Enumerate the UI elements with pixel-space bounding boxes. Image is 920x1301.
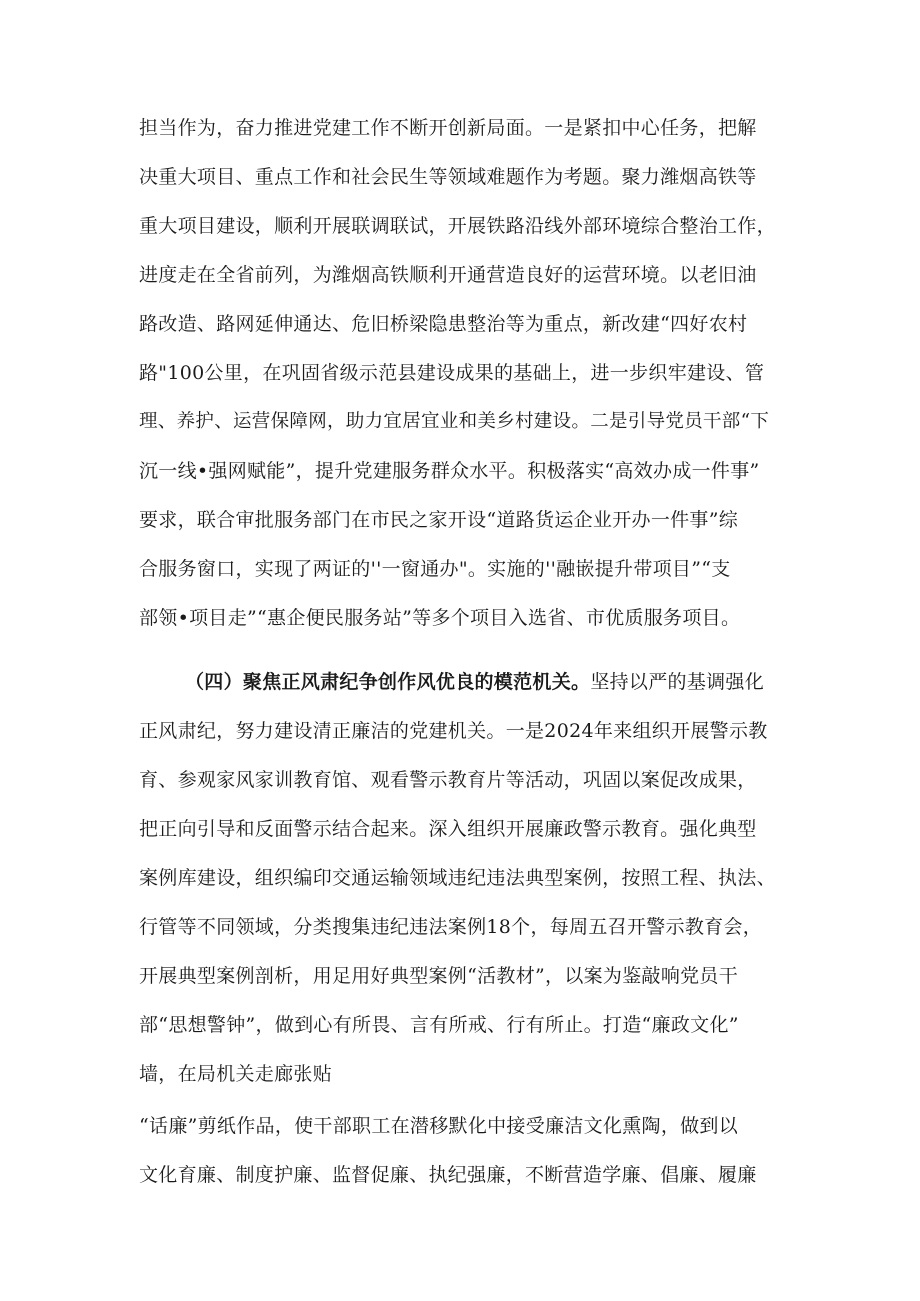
paragraph-line: 部“思想警钟”，做到心有所畏、言有所戒、行有所止。打造“廉政文化” [139, 1014, 739, 1036]
paragraph-line: 部领•项目走”“惠企便民服务站”等多个项目入选省、市优质服务项目。 [139, 607, 741, 629]
section-heading-line [185, 670, 764, 694]
paragraph-line: 案例库建设，组织编印交通运输领域违纪违法典型案例，按照工程、执法、 [139, 867, 776, 889]
paragraph-line: 合服务窗口，实现了两证的''一窗通办"。实施的''融嵌提升带项目”“支 [139, 558, 731, 580]
paragraph-line: 理、养护、运营保障网，助力宜居宜业和美乡村建设。二是引导党员干部“下 [139, 411, 770, 432]
paragraph-line: 开展典型案例剖析，用足用好典型案例“活教材”，以案为鉴敲响党员干 [139, 965, 739, 987]
paragraph-line: “话廉”剪纸作品，使干部职工在潜移默化中接受廉洁文化熏陶，做到以 [139, 1115, 739, 1137]
paragraph-line: 重大项目建设，顺利开展联调联试，开展铁路沿线外部环境综合整治工作， [139, 215, 776, 237]
paragraph-line: 育、参观家风家训教育馆、观看警示教育片等活动，巩固以案促改成果， [139, 769, 757, 791]
paragraph-line: 路改造、路网延伸通达、危旧桥梁隐患整治等为重点，新改建“四好农村 [139, 313, 748, 335]
paragraph-line: 正风肃纪，努力建设清正廉洁的党建机关。一是2024年来组织开展警示教 [139, 720, 768, 742]
paragraph-line: 路"100公里，在巩固省级示范县建设成果的基础上，进一步织牢建设、管 [139, 362, 765, 384]
paragraph-line: 行管等不同领域，分类搜集违纪违法案例18个，每周五召开警示教育会， [139, 916, 763, 938]
paragraph-line: 把正向引导和反面警示结合起来。深入组织开展廉政警示教育。强化典型 [139, 818, 757, 840]
paragraph-line: 文化育廉、制度护廉、监督促廉、执纪强廉，不断营造学廉、倡廉、履廉 [139, 1164, 757, 1186]
paragraph-line: 决重大项目、重点工作和社会民生等领域难题作为考题。聚力潍烟高铁等 [139, 166, 757, 188]
section-heading-rest: 坚持以严的基调强化 [590, 671, 765, 693]
paragraph-line: 要求，联合审批服务部门在市民之家开设“道路货运企业开办一件事”综 [139, 509, 739, 531]
paragraph-line: 进度走在全省前列，为潍烟高铁顺利开通营造良好的运营环境。以老旧油 [139, 264, 757, 286]
paragraph-line: 沉一线•强网赋能”，提升党建服务群众水平。积极落实“高效办成一件事” [139, 460, 760, 482]
paragraph-line: 墙，在局机关走廊张贴 [139, 1063, 333, 1085]
paragraph-line: 担当作为，奋力推进党建工作不断开创新局面。一是紧扣中心任务，把解 [139, 117, 757, 139]
section-heading: （四）聚焦正风肃纪争创作风优良的模范机关。 [185, 671, 591, 693]
